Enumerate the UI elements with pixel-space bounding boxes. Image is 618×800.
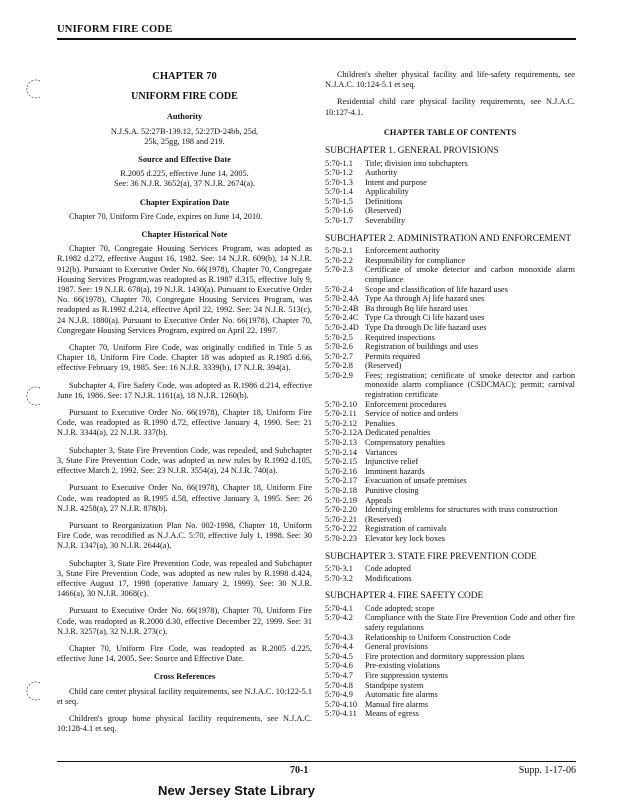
section-title: Fire protection and dormitory suppression plans: [365, 651, 525, 661]
section-number: 5:70-4.11: [325, 709, 357, 719]
section-number: 5:70-3.1: [325, 564, 353, 574]
binder-hole-icon: [24, 78, 46, 100]
supplement-date: Supp. 1-17-06: [518, 765, 576, 776]
cross-reference: Residential child care physical facility requirements, see N.J.A.C. 10:127-4.1.: [325, 97, 575, 117]
subchapter-heading: SUBCHAPTER 2. ADMINISTRATION AND ENFORCEMENT: [325, 233, 572, 244]
toc-entry: [325, 352, 575, 362]
toc-entry: [325, 564, 575, 574]
history-paragraph: Pursuant to Executive Order No. 66(1978), Chapter 18, Uniform Fire Code, was readopted as R.1995 d.58, effective January 3, 1995. See: 26 N.J.R. 4258(a), 27 N.J.R. 878(b).: [57, 483, 312, 513]
toc-entry: [325, 505, 575, 515]
section-number: 5:70-2.20: [325, 505, 358, 515]
section-title: Identifying emblems for structures with truss construction: [365, 505, 558, 515]
section-number: 5:70-1.7: [325, 216, 353, 226]
section-title: Scope and classification of life hazard uses: [365, 284, 508, 294]
section-number: 5:70-2.3: [325, 265, 353, 275]
toc-entry: [325, 419, 575, 429]
toc-entry: [325, 633, 575, 643]
section-number: 5:70-4.9: [325, 690, 353, 700]
section-title: Elevator key lock boxes: [365, 533, 445, 543]
section-title: Enforcement authority: [365, 246, 440, 256]
section-number: 5:70-1.2: [325, 168, 353, 178]
section-title: General provisions: [365, 642, 428, 652]
section-number: 5:70-4.2: [325, 613, 353, 623]
section-title: Manual fire alarms: [365, 699, 429, 709]
section-title: Title; division into subchapters: [365, 158, 468, 168]
header-rule: [57, 38, 576, 40]
section-number: 5:70-2.13: [325, 438, 358, 448]
history-paragraph: Pursuant to Executive Order No. 66(1978), Chapter 18, Uniform Fire Code, was readopted as R.1990 d.72, effective January 4, 1990. See: 21 N.J.R. 3344(a), 22 N.J.R. 337(b).: [57, 408, 312, 438]
section-title: Type Aa through Aj life hazard uses: [365, 294, 485, 304]
section-number: 5:70-2.2: [325, 255, 353, 265]
section-number: 5:70-2.15: [325, 457, 358, 467]
authority-text: N.J.S.A. 52:27B-139.12, 52:27D-24bb, 25d, 25k, 25gg, 198 and 219.: [110, 126, 259, 146]
history-paragraph: Pursuant to Executive Order No. 66(1978), Chapter 70, Uniform Fire Code, was readopted as R.2000 d.30, effective December 22, 1999. See: 31 N.J.R. 3257(a), 32 N.J.R. 273(c).: [57, 606, 312, 636]
left-column: [57, 70, 312, 741]
section-title: Enforcement procedures: [365, 399, 447, 409]
source-text: R.2005 d.225, effective June 14, 2005.: [120, 169, 249, 179]
section-title: Severability: [365, 216, 406, 226]
section-number: 5:70-1.4: [325, 187, 353, 197]
toc-entry: [325, 661, 575, 671]
section-title: (Reserved): [365, 206, 402, 216]
running-head: UNIFORM FIRE CODE: [57, 24, 173, 35]
section-number: 5:70-2.11: [325, 409, 357, 419]
section-number: 5:70-1.5: [325, 196, 353, 206]
expiration-heading: Chapter Expiration Date: [139, 197, 230, 207]
toc-entry: [325, 652, 575, 662]
section-number: 5:70-4.8: [325, 680, 353, 690]
toc-entry: [325, 700, 575, 710]
section-title: Fire suppression systems: [365, 670, 448, 680]
subchapter-heading: SUBCHAPTER 1. GENERAL PROVISIONS: [325, 146, 499, 157]
section-title: Registration of buildings and uses: [365, 342, 478, 352]
table-of-contents: [325, 146, 575, 719]
toc-entry: [325, 457, 575, 467]
section-title: Responsibility for compliance: [365, 255, 466, 265]
section-title: Dedicated penalties: [365, 428, 431, 438]
footer-rule: [57, 761, 576, 762]
toc-entry: [325, 197, 575, 207]
section-title: Punitive closing: [365, 486, 419, 496]
toc-entry: [325, 285, 575, 295]
toc-entry: [325, 448, 575, 458]
section-number: 5:70-2.12A: [325, 428, 364, 438]
section-title: Type Da through Dc life hazard uses: [365, 322, 487, 332]
section-title: Code adopted: [365, 564, 411, 574]
section-number: 5:70-4.4: [325, 642, 353, 652]
section-number: 5:70-2.22: [325, 524, 358, 534]
toc-entry: [325, 400, 575, 410]
section-title: Imminent hazards: [365, 466, 425, 476]
toc-entry: [325, 216, 575, 226]
section-number: 5:70-1.6: [325, 206, 353, 216]
section-title: Service of notice and orders: [365, 409, 459, 419]
toc-entry: [325, 642, 575, 652]
section-number: 5:70-2.16: [325, 466, 358, 476]
cross-reference: Children's group home physical facility requirements, see N.J.A.C. 10:128-4.1 et seq.: [57, 713, 312, 734]
cross-reference: Child care center physical facility requirements, see N.J.A.C. 10:122-5.1 et seq.: [57, 686, 312, 706]
toc-heading: CHAPTER TABLE OF CONTENTS: [383, 127, 517, 137]
section-title: Compensatory penalties: [365, 438, 445, 448]
section-number: 5:70-3.2: [325, 573, 353, 583]
toc-entry: [325, 428, 575, 438]
cross-reference: Children's shelter physical facility and life-safety requirements, see N.J.A.C. 10:124-5.1 et seq.: [325, 70, 575, 90]
history-paragraph: Subchapter 3, State Fire Prevention Code, was repealed and Subchapter 3, State Fire Prevention Code, was adopted as new rules by R.1998 d.424, effective August 17, 1998 (operative January 2, 1999). See: 30 N.J.R. 1466(a), 30 N.J.R. 3068(c).: [57, 558, 312, 599]
toc-entry: [325, 496, 575, 506]
binder-hole-icon: [24, 385, 46, 407]
binder-hole-icon: [24, 680, 46, 702]
section-title: Definitions: [365, 196, 403, 206]
history-paragraph: Chapter 70, Congregate Housing Services Program, was adopted as R.1982 d.272, effective August 16, 1982. See: 14 N.J.R. 609(b), 14 N.J.R. 912(b). Pursuant to Executive Order No. 66(1978), Chapter 70, Congregate Housing Services Program,was readopted as R.1987 d.315, effective July 9, 1987. See: 19 N.J.R. 678(a), 19 N.J.R. 1430(a). Pursuant to Executive Order No. 66(1978), Chapter 70, Congregate Housing Services Program, was readopted as R.1992 d.214, effective April 22, 1992. See: 24 N.J.R. 513(c), 24 N.J.R. 1880(a). Pursuant to Executive Order No. 66(1978), Chapter 70, Congregate Housing Services Program, expired on April 22, 1997.: [57, 244, 312, 335]
toc-entry: [325, 486, 575, 496]
toc-entry: [325, 524, 575, 534]
toc-entry: [325, 178, 575, 188]
section-number: 5:70-4.10: [325, 699, 358, 709]
section-number: 5:70-2.4C: [325, 313, 359, 323]
section-title: (Reserved): [365, 514, 402, 524]
toc-entry: [325, 409, 575, 419]
toc-entry: [325, 361, 575, 371]
section-number: 5:70-2.4A: [325, 294, 359, 304]
source-text: See: 36 N.J.R. 3652(a), 37 N.J.R. 2674(a).: [113, 179, 256, 189]
section-number: 5:70-4.3: [325, 632, 353, 642]
section-number: 5:70-2.12: [325, 418, 358, 428]
section-title: Automatic fire alarms: [365, 690, 438, 700]
toc-entry: [325, 709, 575, 719]
section-number: 5:70-2.23: [325, 533, 358, 543]
section-title: Appeals: [365, 495, 393, 505]
cross-references-heading: Cross References: [153, 672, 216, 682]
toc-entry: [325, 515, 575, 525]
history-paragraph: Subchapter 4, Fire Safety Code, was adopted as R.1986 d.214, effective June 16, 1986. See: 17 N.J.R. 1161(a), 18 N.J.R. 1260(b).: [57, 380, 312, 400]
section-title: Penalties: [365, 418, 395, 428]
section-number: 5:70-2.17: [325, 476, 358, 486]
toc-entry: [325, 438, 575, 448]
section-number: 5:70-2.7: [325, 351, 353, 361]
section-number: 5:70-2.5: [325, 332, 353, 342]
section-number: 5:70-4.5: [325, 651, 353, 661]
toc-entry: [325, 671, 575, 681]
section-number: 5:70-1.3: [325, 177, 353, 187]
section-title: Registration of carnivals: [365, 524, 447, 534]
history-paragraph: Chapter 70, Uniform Fire Code, was originally codified in Title 5 as Chapter 18, Uniform Fire Code. Chapter 18 was adopted as R.1985 d.66, effective February 19, 1985. See: 16 N.J.R. 3339(b), 17 N.J.R. 394(a).: [57, 343, 312, 373]
history-paragraph: Subchapter 3, State Fire Prevention Code, was repealed, and Subchapter 3, State Fire Prevention Code, was adopted as new rules by R.1992 d.105, effective March 2, 1992. See: 23 N.J.R. 3554(a), 24 N.J.R. 740(a).: [57, 445, 312, 476]
toc-entry: [325, 246, 575, 256]
section-title: Fees; registration; certificate of smoke detector and carbon monoxide alarm compliance (CSDCMAC); permit; carnival registration certificate: [365, 370, 575, 400]
toc-entry: [325, 476, 575, 486]
section-title: Type Ca through Ci life hazard uses: [365, 313, 485, 323]
toc-entry: [325, 313, 575, 323]
section-number: 5:70-2.10: [325, 399, 358, 409]
section-title: Pre-existing violations: [365, 661, 440, 671]
subchapter-heading: SUBCHAPTER 3. STATE FIRE PREVENTION CODE: [325, 551, 537, 562]
subchapter-heading: SUBCHAPTER 4. FIRE SAFETY CODE: [325, 591, 484, 602]
toc-entry: [325, 342, 575, 352]
source-heading: Source and Effective Date: [138, 155, 231, 165]
section-title: Intent and purpose: [365, 177, 427, 187]
section-title: Modifications: [365, 573, 412, 583]
section-title: Means of egress: [365, 709, 419, 719]
section-number: 5:70-2.19: [325, 495, 358, 505]
section-number: 5:70-2.6: [325, 342, 353, 352]
toc-entry: [325, 333, 575, 343]
section-title: Evacuation of unsafe premises: [365, 476, 467, 486]
section-number: 5:70-2.9: [325, 370, 353, 380]
page-number: 70-1: [290, 765, 309, 776]
section-title: Compliance with the State Fire Prevention Code and other fire safety regulations: [365, 613, 575, 632]
toc-entry: [325, 534, 575, 544]
section-title: Authority: [365, 168, 398, 178]
section-title: Permits required: [365, 351, 421, 361]
expiration-text: Chapter 70, Uniform Fire Code, expires on June 14, 2010.: [69, 211, 263, 221]
toc-entry: [325, 206, 575, 216]
toc-entry: [325, 613, 575, 632]
toc-entry: [325, 323, 575, 333]
section-title: Ba through Bq life hazard uses: [365, 303, 468, 313]
section-number: 5:70-2.21: [325, 514, 358, 524]
section-title: Relationship to Uniform Construction Code: [365, 632, 511, 642]
section-title: Standpipe system: [365, 680, 424, 690]
section-number: 5:70-4.7: [325, 670, 353, 680]
section-number: 5:70-2.4D: [325, 322, 359, 332]
section-title: Variances: [365, 447, 398, 457]
section-title: Certificate of smoke detector and carbon monoxide alarm compliance: [365, 265, 575, 284]
toc-entry: [325, 168, 575, 178]
section-number: 5:70-2.14: [325, 447, 358, 457]
section-title: (Reserved): [365, 361, 402, 371]
right-column: [325, 70, 575, 719]
authority-heading: Authority: [166, 112, 203, 122]
section-number: 5:70-2.8: [325, 361, 353, 371]
toc-entry: [325, 265, 575, 284]
section-number: 5:70-2.4B: [325, 303, 359, 313]
history-heading: Chapter Historical Note: [141, 230, 228, 240]
toc-entry: [325, 371, 575, 400]
toc-entry: [325, 159, 575, 169]
toc-entry: [325, 256, 575, 266]
section-number: 5:70-1.1: [325, 158, 353, 168]
toc-entry: [325, 604, 575, 614]
section-title: Code adopted; scope: [365, 603, 435, 613]
history-paragraph: Chapter 70, Uniform Fire Code, was readopted as R.2005 d.225, effective June 14, 2005. See: Source and Effective Date.: [57, 643, 312, 664]
toc-entry: [325, 681, 575, 691]
section-title: Applicability: [365, 187, 409, 197]
toc-entry: [325, 294, 575, 304]
chapter-title: UNIFORM FIRE CODE: [131, 91, 238, 103]
section-number: 5:70-2.1: [325, 246, 353, 256]
section-number: 5:70-2.4: [325, 284, 353, 294]
section-title: Injunctive relief: [365, 457, 419, 467]
toc-entry: [325, 690, 575, 700]
library-stamp: New Jersey State Library: [158, 783, 316, 798]
toc-entry: [325, 304, 575, 314]
history-paragraph: Pursuant to Reorganization Plan No. 002-1998, Chapter 18, Uniform Fire Code, was recodified as N.J.A.C. 5:70, effective July 1, 1998. See: 30 N.J.R. 1347(a), 30 N.J.R. 2644(a).: [57, 520, 312, 551]
section-number: 5:70-4.6: [325, 661, 353, 671]
toc-entry: [325, 187, 575, 197]
section-number: 5:70-2.18: [325, 486, 358, 496]
section-title: Required inspections: [365, 332, 435, 342]
toc-entry: [325, 467, 575, 477]
section-number: 5:70-4.1: [325, 603, 353, 613]
chapter-number: CHAPTER 70: [152, 71, 217, 82]
toc-entry: [325, 574, 575, 584]
